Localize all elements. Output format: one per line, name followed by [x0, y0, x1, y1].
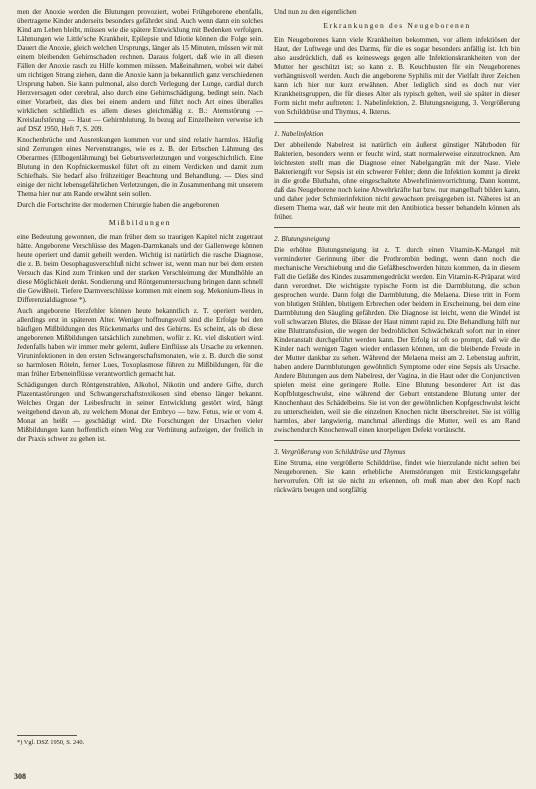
paragraph: Durch die Fortschritte der modernen Chirurgie haben die angeborenen	[17, 201, 220, 209]
subsection-title: 2. Blutungsneigung	[274, 235, 330, 243]
paragraph: Eine Struma, eine vergrößerte Schilddrüse, findet wie hierzulande nicht selten bei Neugeborenen. Sie kann erhebliche Atemstörungen mit Erstickungsgefahr hervorrufen. Oft ist sie nicht zu erkennen, oft muß man aber den Kopf nach rückwärts beugen und sorgfältig	[274, 459, 520, 494]
left-column	[17, 8, 263, 446]
paragraph: eine Bedeutung gewonnen, die man früher dem so traurigen Kapitel nicht zugetraut hätte. Angeborene Verschlüsse des Magen-Darmkanals und der Gallenwege können heute operiert und damit geheilt werden. Wichtig ist natürlich die rasche Diagnose, die z. B. beim Oesophagusverschluß nicht schwer ist, wenn man nur bei dem ersten Versuch das Kind zum Trinken und der starken Verschleimung der Mundhöhle an diese Möglichkeit denkt. Sondierung und Röntgenuntersuchung bringen dann schnell die Gewißheit. Tiefere Darmverschlüsse kommen mit einem sog. Mekonium-Ileus in Differenzialdiagnose *).	[17, 233, 263, 304]
section-heading: Erkrankungen des Neugeborenen	[323, 21, 471, 30]
subsection-title: 3. Vergrößerung von Schilddrüse und Thymus	[274, 448, 406, 456]
right-column	[274, 8, 520, 497]
paragraph: men der Anoxie werden die Blutungen provoziert, wobei Frühgeborene ebenfalls, übertragene Kinder anderseits besonders gefährdet sind. Auch wenn dann ein solches Kind am Leben bleibt, müssen wie die spätere Entwicklung mit Bedenken verfolgen. Lähmungen wie Little'sche Krankheit, Epilepsie und Idiotie können die Folge sein. Dauert die Anoxie, gleich welchen Ursprungs, länger als 15 Minuten, müssen wir mit einem bleibenden Gehirnschaden rechnen. Daraus folgert, daß wie in all diesen Fällen der Anoxie rasch zu Hilfe kommen müssen. Maßeinahmen, wobei wir dabei um richtigen Strang ziehen, dann die Anoxie kann ja bekanntlich ganz verschiedenen Ursprung haben. Sie kann pulmonal, also durch Verlegung der Lunge, cardial durch Herzversagen oder cerebral, also durch eine Gehirnschädigung, bedingt sein. Nach einer Vorarbeit, das dies bei einem andern und führt noch Art eines überalles wirklichen schließlich es allem dieses gleichmäßig z. B.: Atemstörung — Kreislaufstörung — Haut — Gehirnblutung. In bezug auf Einzelheiten verweise ich auf DSZ 1950, Heft 7, S. 209.	[17, 8, 263, 133]
section-divider	[274, 227, 520, 228]
paragraph: Knochenbrüche und Ausrenkungen kommen vor und sind relativ harmlos. Häufig sind Zerrungen eines Nervenstranges, wie es z. B. der Erbschen Lähmung des Oberarmes (Ellbogenlähmung) bei Geburtsverletzungen und vorgeschichtlich. Eine Blutung in den Kopfnickermuskel führt oft zu einem Verdicken und damit zum Schiefhals. Sie bedarf also frühzeitiger Beachtung und Behandlung. — Dies sind einige der nicht lebensgefährlichen Verletzungen, die in Zusammenhang mit unserem Thema hier nur am Rande erwähnt sein sollen.	[17, 136, 263, 198]
paragraph: Ein Neugeborenes kann viele Krankheiten bekommen, vor allem infektiösen der Haut, der Luftwege und des Darms, für die es sogar besonders anfällig ist. Ich bin also ausdrücklich, daß es keineswegs gegen alle Infektionskrankheiten von der Mutter her geschützt ist; so kann z. B. Keuchhusten für ein Neugeborenes verhängnisvoll werden. Auch die angeborene Syphilis mit der Vielfalt ihrer Zeichen kann ich hier nur kurz erwähnen. Aber lediglich sind es doch nur vier Krankheitsgruppen, die für dieses Alter als typisch gelten, weil sie später in dieser Form nicht mehr auftreten: 1. Nabelinfektion, 2. Blutungsneigung, 3. Vergrößerung von Schilddrüse und Thymus, 4. Ikterus.	[274, 36, 520, 116]
footnote: *) Vgl. DSZ 1950, S. 240.	[17, 739, 85, 746]
footnote-divider	[17, 735, 77, 736]
section-divider	[274, 440, 520, 441]
section-divider	[274, 122, 520, 123]
intro-line: Und nun zu den eigentlichen	[274, 8, 357, 16]
section-heading: Mißbildungen	[108, 218, 172, 227]
subsection-title: 1. Nabelinfektion	[274, 130, 324, 138]
page-number: 308	[14, 772, 26, 781]
paragraph: Schädigungen durch Röntgenstrahlen, Alkohol, Nikotin und andere Gifte, durch Plazentastörungen und Schwangerschaftstoxikosen sind ebenso länger bekannt. Welches Organ der Leibesfrucht in seiner Entwicklung gestört wird, hängt weitgehend davon ab, zu welchem Monat der Embryo — bzw. Fetus, wie er vom 4. Monat an heißt — geschädigt wird. Die Forschungen der Ursachen vieler Mißbildungen kann hoffentlich einen Weg zur Verhütung aufzeigen, der freilich in der Praxis schwer zu gehen ist.	[17, 381, 263, 443]
paragraph: Die erhöhte Blutungsneigung ist z. T. durch einen Vitamin-K-Mangel mit verminderter Gerinnung über die Prothrombin bedingt, wenn dann noch die mechanische Verschiebung und die Gefäßbeschwerden hinzu kommen, da in diesem Fall die Gefäße des Kindes zusammengedrückt werden. Ein Vitamin-K-Präparat wird dann verordnet. Die wichtigste typische Form ist die Darmblutung, die schon gesprochen wurde. Dann folgt die Darmblutung, die Melaena. Diese tritt in Form von blutigen Stühlen, blutigem Erbrechen oder beidem in Erscheinung, bei dem eine Darmblutung den Säugling gefährden. Die Diagnose ist leicht, wenn die Windel ist voll schwarzen Blutes, die Blässe der Haut nimmt rapid zu. Die Behandlung hilft nur eine Bluttransfusion, die wegen der bedrohlichen Schwächekraft sofort nur in einer Kinderanstalt durchgeführt werden kann. Der Erfolg ist oft so prompt, daß wir die Kinder nach wenigen Tagen wieder entlassen können, um die bleibende Freude in der Mutter dankbar zu sehen. Während der Melaena meist am 2. Lebenstag auftritt, haben andere Darmblutungen gewöhnlich Symptome oder eine Sepsis als Ursache. Andere Blutungen aus dem Nabelrest, der Vagina, in die Haut oder die Conjunctiven spielen meist eine geringere Rolle. Eine Blutung besonderer Art ist das Kopfblutgeschwulst, eine während der Geburt entstandene Blutung unter der Knochenhaut des Schädelbeins. Sie ist von der gewöhnlichen Kopfgeschwulst leicht zu unterscheiden, weil sie die einzelnen Knochen nicht überschreitet. Sie ist völlig harmlos, aber langwierig, manchmal allerdings die Mutter, weil es am Rand zwischendurch Knochenwall einen knorpeligen Defekt vortäuscht.	[274, 246, 520, 434]
paragraph: Der abheilende Nabelrest ist natürlich ein äußerst günstiger Nährboden für Bakterien, besonders wenn er feucht wird, statt normalerweise einzutrocknen. Am leichtesten stellt man die Diagnose einer Nabelgangrän mit der Nase. Viele Bakteriengift vor Sepsis ist ein schwerer Fehler; denn die Infektion kommt ja direkt in die große Blutbahn, ohne eingeschaltete Abwehrlinienvorrichtung. Dann kommt, daß das Neugeborene noch keine Abwehrkräfte hat bzw. nur mangelhaft bilden kann, und daher jeder Schmierinfektion nicht gewachsen preisgegeben ist. Näheres ist an diesem Thema war, daß wir heute mit den Antibiotica besser behandeln können als früher.	[274, 141, 520, 221]
paragraph: Auch angeborene Herzfehler können heute bekanntlich z. T. operiert werden, allerdings erst in späterem Alter. Weniger hoffnungsvoll sind die Erfolge bei den häufigen Mißbildungen des Rückenmarks und des Gehirns. Es scheint, als ob diese angeborenen Mißbildungen tatsächlich zunehmen, wofür z. Kt. viel diskutiert wird. Jedenfalls haben wir immer mehr gelernt, äußere Einflüsse als Ursache zu erkennen. Viruninfektionen in den ersten Schwangerschaftsmonaten, wie z. B. durch die sonst so harmlosen Röteln, ferner Lues, Toxoplasmose führen zu Mißbildungen, für die man früher Erbeneinflüsse verantwortlich gemacht hat.	[17, 307, 263, 378]
